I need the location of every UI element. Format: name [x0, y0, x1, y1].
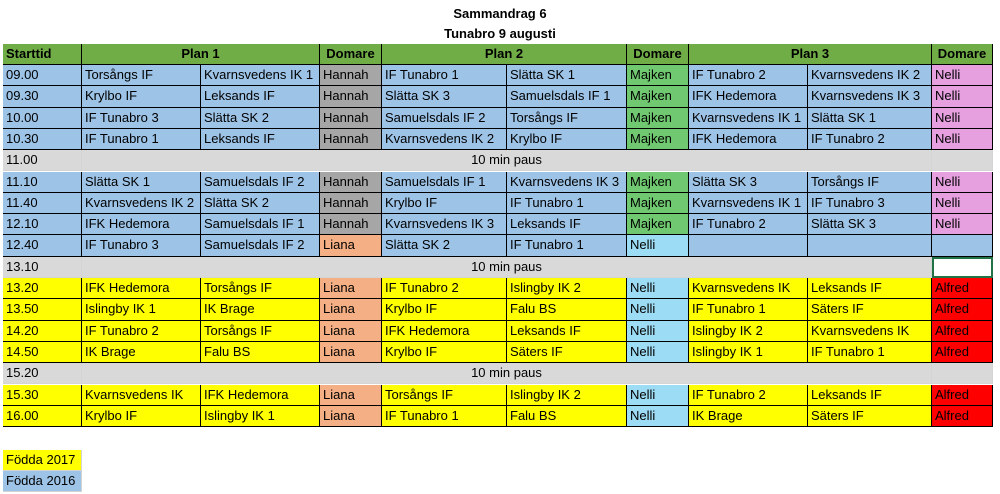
plan1-team-a[interactable]: Kvarnsvedens IK: [82, 385, 201, 406]
plan2-team-a[interactable]: IF Tunabro 1: [382, 65, 507, 86]
plan1-team-a[interactable]: Kvarnsvedens IK 2: [82, 193, 201, 214]
time-cell[interactable]: 16.00: [3, 406, 82, 427]
plan1-referee[interactable]: Liana: [320, 342, 382, 363]
plan2-referee[interactable]: Nelli: [627, 235, 689, 256]
plan2-team-b[interactable]: Falu BS: [507, 299, 627, 320]
plan3-team-b[interactable]: Leksands IF: [808, 278, 932, 299]
plan2-team-b[interactable]: Leksands IF: [507, 321, 627, 342]
plan3-team-a[interactable]: Kvarnsvedens IK: [689, 278, 808, 299]
plan1-referee[interactable]: Liana: [320, 278, 382, 299]
plan1-referee[interactable]: Liana: [320, 235, 382, 256]
pause-cell[interactable]: 10 min paus: [82, 150, 932, 171]
plan3-team-b[interactable]: Säters IF: [808, 406, 932, 427]
time-cell[interactable]: 15.20: [3, 363, 82, 384]
plan1-team-b[interactable]: IFK Hedemora: [201, 385, 320, 406]
time-cell[interactable]: 11.10: [3, 172, 82, 193]
plan2-team-a[interactable]: Krylbo IF: [382, 342, 507, 363]
plan3-team-a[interactable]: IF Tunabro 2: [689, 214, 808, 235]
plan1-team-b[interactable]: Torsångs IF: [201, 321, 320, 342]
header-plan-3[interactable]: Plan 3: [689, 44, 932, 65]
plan3-team-b[interactable]: Kvarnsvedens IK 3: [808, 86, 932, 107]
plan1-referee[interactable]: Hannah: [320, 193, 382, 214]
plan3-team-b[interactable]: Kvarnsvedens IK 2: [808, 65, 932, 86]
plan1-team-a[interactable]: Krylbo IF: [82, 406, 201, 427]
plan1-team-a[interactable]: IK Brage: [82, 342, 201, 363]
plan3-referee[interactable]: Nelli: [932, 129, 993, 150]
plan1-team-b[interactable]: Samuelsdals IF 1: [201, 214, 320, 235]
plan3-team-a[interactable]: [689, 235, 808, 256]
plan1-team-a[interactable]: IF Tunabro 3: [82, 235, 201, 256]
time-cell[interactable]: 12.10: [3, 214, 82, 235]
plan1-team-a[interactable]: IFK Hedemora: [82, 278, 201, 299]
plan3-team-a[interactable]: Islingby IK 2: [689, 321, 808, 342]
plan2-team-a[interactable]: Samuelsdals IF 1: [382, 172, 507, 193]
plan2-referee[interactable]: Nelli: [627, 406, 689, 427]
plan2-team-b[interactable]: Islingby IK 2: [507, 385, 627, 406]
plan1-team-b[interactable]: Kvarnsvedens IK 1: [201, 65, 320, 86]
time-cell[interactable]: 11.40: [3, 193, 82, 214]
time-cell[interactable]: 14.50: [3, 342, 82, 363]
plan3-team-a[interactable]: IF Tunabro 2: [689, 65, 808, 86]
plan1-team-b[interactable]: IK Brage: [201, 299, 320, 320]
plan2-team-b[interactable]: Slätta SK 1: [507, 65, 627, 86]
plan3-team-a[interactable]: IK Brage: [689, 406, 808, 427]
plan2-referee[interactable]: Majken: [627, 172, 689, 193]
time-cell[interactable]: 10.00: [3, 108, 82, 129]
plan3-team-b[interactable]: Säters IF: [808, 299, 932, 320]
sheet-title[interactable]: Sammandrag 6: [453, 6, 547, 21]
plan3-team-a[interactable]: IF Tunabro 2: [689, 385, 808, 406]
plan2-referee[interactable]: Majken: [627, 65, 689, 86]
plan3-team-b[interactable]: Kvarnsvedens IK: [808, 321, 932, 342]
empty-cell[interactable]: [932, 150, 993, 171]
plan1-team-b[interactable]: Leksands IF: [201, 129, 320, 150]
plan2-team-a[interactable]: IF Tunabro 1: [382, 406, 507, 427]
header-plan-1[interactable]: Plan 1: [82, 44, 320, 65]
plan3-team-b[interactable]: Torsångs IF: [808, 172, 932, 193]
plan2-team-a[interactable]: Krylbo IF: [382, 193, 507, 214]
plan3-referee[interactable]: Nelli: [932, 172, 993, 193]
plan3-referee[interactable]: Nelli: [932, 214, 993, 235]
plan1-team-a[interactable]: Islingby IK 1: [82, 299, 201, 320]
plan1-team-b[interactable]: Samuelsdals IF 2: [201, 172, 320, 193]
plan1-team-a[interactable]: IF Tunabro 3: [82, 108, 201, 129]
plan3-team-a[interactable]: IFK Hedemora: [689, 129, 808, 150]
plan1-team-b[interactable]: Slätta SK 2: [201, 108, 320, 129]
plan3-team-a[interactable]: Kvarnsvedens IK 1: [689, 108, 808, 129]
plan1-referee[interactable]: Hannah: [320, 108, 382, 129]
plan3-referee[interactable]: Alfred: [932, 406, 993, 427]
plan1-team-b[interactable]: Islingby IK 1: [201, 406, 320, 427]
plan1-referee[interactable]: Liana: [320, 321, 382, 342]
plan2-team-b[interactable]: Krylbo IF: [507, 129, 627, 150]
plan1-referee[interactable]: Hannah: [320, 86, 382, 107]
plan2-referee[interactable]: Majken: [627, 214, 689, 235]
plan3-referee[interactable]: Nelli: [932, 108, 993, 129]
plan3-referee[interactable]: Alfred: [932, 299, 993, 320]
plan3-team-a[interactable]: Islingby IK 1: [689, 342, 808, 363]
plan1-team-b[interactable]: Torsångs IF: [201, 278, 320, 299]
empty-cell[interactable]: [932, 257, 993, 278]
plan1-team-b[interactable]: Falu BS: [201, 342, 320, 363]
plan2-team-a[interactable]: Krylbo IF: [382, 299, 507, 320]
plan3-referee[interactable]: Alfred: [932, 278, 993, 299]
header-domare[interactable]: Domare: [320, 44, 382, 65]
time-cell[interactable]: 10.30: [3, 129, 82, 150]
plan1-team-a[interactable]: Torsångs IF: [82, 65, 201, 86]
plan1-team-a[interactable]: Krylbo IF: [82, 86, 201, 107]
plan2-referee[interactable]: Nelli: [627, 321, 689, 342]
plan2-team-a[interactable]: Kvarnsvedens IK 2: [382, 129, 507, 150]
plan3-team-b[interactable]: [808, 235, 932, 256]
time-cell[interactable]: 14.20: [3, 321, 82, 342]
plan2-team-b[interactable]: IF Tunabro 1: [507, 235, 627, 256]
plan1-referee[interactable]: Liana: [320, 299, 382, 320]
plan3-team-a[interactable]: Slätta SK 3: [689, 172, 808, 193]
plan3-team-b[interactable]: IF Tunabro 1: [808, 342, 932, 363]
plan3-team-b[interactable]: IF Tunabro 3: [808, 193, 932, 214]
plan2-team-a[interactable]: Slätta SK 2: [382, 235, 507, 256]
plan1-team-b[interactable]: Leksands IF: [201, 86, 320, 107]
header-domare[interactable]: Domare: [627, 44, 689, 65]
plan3-team-a[interactable]: IF Tunabro 1: [689, 299, 808, 320]
plan2-team-a[interactable]: Kvarnsvedens IK 3: [382, 214, 507, 235]
plan2-team-a[interactable]: Torsångs IF: [382, 385, 507, 406]
plan2-team-a[interactable]: IFK Hedemora: [382, 321, 507, 342]
plan2-referee[interactable]: Majken: [627, 129, 689, 150]
plan2-referee[interactable]: Nelli: [627, 385, 689, 406]
plan3-referee[interactable]: [932, 235, 993, 256]
header-plan-2[interactable]: Plan 2: [382, 44, 627, 65]
plan3-team-b[interactable]: IF Tunabro 2: [808, 129, 932, 150]
plan2-team-a[interactable]: Samuelsdals IF 2: [382, 108, 507, 129]
plan2-team-b[interactable]: Islingby IK 2: [507, 278, 627, 299]
plan3-referee[interactable]: Alfred: [932, 385, 993, 406]
plan2-referee[interactable]: Nelli: [627, 278, 689, 299]
plan3-team-b[interactable]: Leksands IF: [808, 385, 932, 406]
time-cell[interactable]: 09.30: [3, 86, 82, 107]
plan3-team-a[interactable]: IFK Hedemora: [689, 86, 808, 107]
time-cell[interactable]: 13.50: [3, 299, 82, 320]
plan2-team-a[interactable]: Slätta SK 3: [382, 86, 507, 107]
empty-cell[interactable]: [932, 363, 993, 384]
plan2-referee[interactable]: Majken: [627, 86, 689, 107]
time-cell[interactable]: 09.00: [3, 65, 82, 86]
pause-cell[interactable]: 10 min paus: [82, 363, 932, 384]
plan1-referee[interactable]: Liana: [320, 406, 382, 427]
header-domare[interactable]: Domare: [932, 44, 993, 65]
plan3-referee[interactable]: Alfred: [932, 342, 993, 363]
plan1-team-a[interactable]: Slätta SK 1: [82, 172, 201, 193]
plan2-referee[interactable]: Majken: [627, 193, 689, 214]
plan1-team-a[interactable]: IF Tunabro 2: [82, 321, 201, 342]
time-cell[interactable]: 11.00: [3, 150, 82, 171]
plan1-team-b[interactable]: Samuelsdals IF 2: [201, 235, 320, 256]
plan2-team-b[interactable]: Säters IF: [507, 342, 627, 363]
plan1-referee[interactable]: Liana: [320, 385, 382, 406]
time-cell[interactable]: 13.10: [3, 257, 82, 278]
plan2-team-b[interactable]: Kvarnsvedens IK 3: [507, 172, 627, 193]
plan2-referee[interactable]: Nelli: [627, 342, 689, 363]
plan2-team-b[interactable]: Leksands IF: [507, 214, 627, 235]
plan3-referee[interactable]: Nelli: [932, 86, 993, 107]
legend-item[interactable]: Födda 2017: [3, 450, 82, 471]
plan1-team-a[interactable]: IFK Hedemora: [82, 214, 201, 235]
plan1-team-b[interactable]: Slätta SK 2: [201, 193, 320, 214]
plan2-team-a[interactable]: IF Tunabro 2: [382, 278, 507, 299]
header-starttid[interactable]: Starttid: [3, 44, 82, 65]
plan3-referee[interactable]: Nelli: [932, 193, 993, 214]
legend-item[interactable]: Födda 2016: [3, 471, 82, 492]
plan2-referee[interactable]: Nelli: [627, 299, 689, 320]
plan1-referee[interactable]: Hannah: [320, 129, 382, 150]
plan2-team-b[interactable]: Samuelsdals IF 1: [507, 86, 627, 107]
plan1-referee[interactable]: Hannah: [320, 172, 382, 193]
plan2-team-b[interactable]: IF Tunabro 1: [507, 193, 627, 214]
plan2-team-b[interactable]: Torsångs IF: [507, 108, 627, 129]
plan1-referee[interactable]: Hannah: [320, 65, 382, 86]
time-cell[interactable]: 12.40: [3, 235, 82, 256]
plan3-referee[interactable]: Nelli: [932, 65, 993, 86]
pause-cell[interactable]: 10 min paus: [82, 257, 932, 278]
sheet-subtitle[interactable]: Tunabro 9 augusti: [444, 26, 556, 41]
plan1-referee[interactable]: Hannah: [320, 214, 382, 235]
plan3-referee[interactable]: Alfred: [932, 321, 993, 342]
plan3-team-b[interactable]: Slätta SK 3: [808, 214, 932, 235]
plan2-referee[interactable]: Majken: [627, 108, 689, 129]
plan2-team-b[interactable]: Falu BS: [507, 406, 627, 427]
plan3-team-b[interactable]: Slätta SK 1: [808, 108, 932, 129]
plan3-team-a[interactable]: Kvarnsvedens IK 1: [689, 193, 808, 214]
plan1-team-a[interactable]: IF Tunabro 1: [82, 129, 201, 150]
time-cell[interactable]: 15.30: [3, 385, 82, 406]
time-cell[interactable]: 13.20: [3, 278, 82, 299]
